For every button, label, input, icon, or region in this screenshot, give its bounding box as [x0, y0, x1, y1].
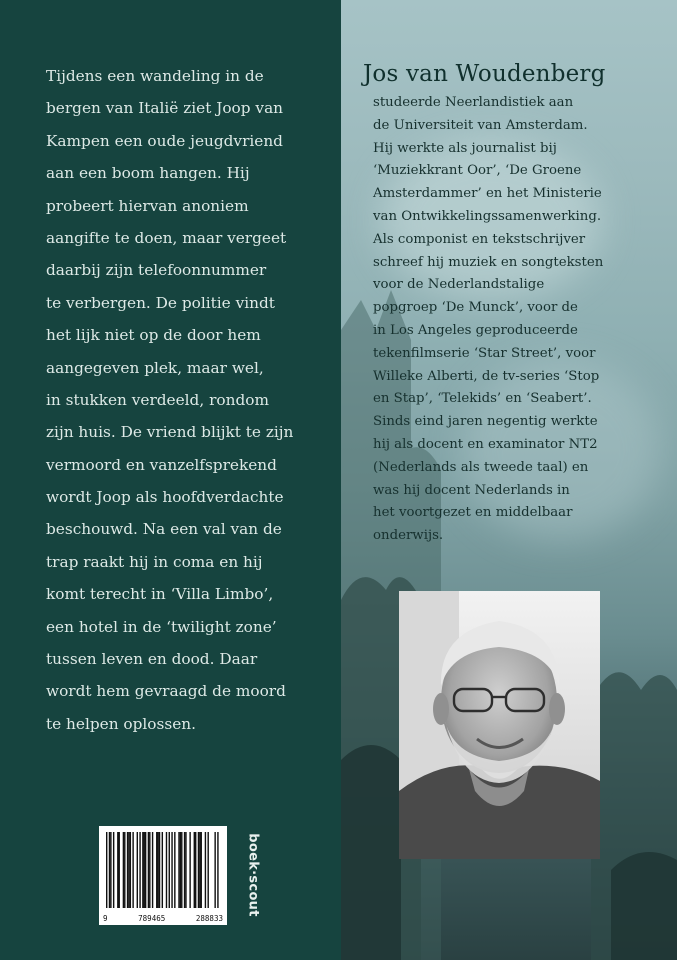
barcode-bar — [142, 832, 143, 908]
bio-line: was hij docent Nederlands in — [373, 482, 570, 498]
barcode-bar — [174, 832, 175, 908]
isbn-barcode — [99, 826, 227, 925]
bio-line: Willeke Alberti, de tv-series ‘Stop — [373, 368, 600, 384]
barcode-bar — [109, 832, 110, 908]
blurb-line: beschouwd. Na een val van de — [46, 520, 282, 539]
isbn-group-right: 288833 — [195, 914, 223, 923]
barcode-bar — [145, 832, 146, 908]
barcode-bar — [169, 832, 170, 908]
barcode-bar — [198, 832, 199, 908]
bio-line: het voortgezet en middelbaar — [373, 505, 573, 521]
isbn-prefix: 9 — [103, 914, 108, 923]
blurb-line: wordt Joop als hoofdverdachte — [46, 488, 284, 507]
bio-line: schreef hij muziek en songteksten — [373, 254, 604, 270]
barcode-bar — [149, 832, 150, 908]
barcode-bar — [110, 832, 111, 908]
bio-line: Sinds eind jaren negentig werkte — [373, 414, 598, 430]
barcode-bar — [159, 832, 160, 908]
blurb-line: te helpen oplossen. — [46, 714, 196, 733]
blurb-line: aan een boom hangen. Hij — [46, 164, 250, 183]
barcode-bar — [185, 832, 186, 908]
publisher-logo — [241, 826, 265, 924]
barcode-bar — [180, 832, 181, 908]
barcode-bar — [166, 832, 167, 908]
barcode-bar — [217, 832, 218, 908]
barcode-bar — [195, 832, 196, 908]
blurb-line: Tijdens een wandeling in de — [46, 67, 264, 85]
barcode-bar — [162, 832, 163, 908]
blurb-line: aangifte te doen, maar vergeet — [46, 228, 287, 247]
barcode-bar — [207, 832, 208, 908]
isbn-group-left: 789465 — [138, 914, 166, 923]
blurb-line: het lijk niet op de door hem — [46, 326, 261, 345]
barcode-bar — [132, 832, 133, 908]
barcode-bar — [128, 832, 129, 908]
barcode-bar — [117, 832, 118, 908]
barcode-bar — [130, 832, 131, 908]
blurb-line: probeert hiervan anoniem — [46, 196, 249, 215]
blurb-line: aangegeven plek, maar wel, — [46, 358, 264, 377]
isbn-number — [103, 914, 223, 923]
barcode-bar — [181, 832, 182, 908]
barcode-bar — [124, 832, 125, 908]
author-bio — [373, 92, 673, 548]
barcode-bar — [137, 832, 138, 908]
barcode-bar — [152, 832, 153, 908]
bio-line: Als componist en tekstschrijver — [373, 231, 586, 247]
blurb-line: vermoord en vanzelfsprekend — [46, 455, 277, 474]
author-photo — [399, 591, 600, 859]
barcode-bars — [106, 832, 220, 908]
barcode-bar — [184, 832, 185, 908]
author-name: Jos van Woudenberg — [363, 61, 606, 87]
blurb-line: te verbergen. De politie vindt — [46, 293, 275, 312]
blurb-line: in stukken verdeeld, rondom — [46, 390, 269, 409]
barcode-bar — [119, 832, 120, 908]
barcode-bar — [123, 832, 124, 908]
barcode-bar — [201, 832, 202, 908]
bio-line: en Stap’, ‘Telekids’ en ‘Seabert’. — [373, 391, 592, 407]
barcode-bar — [205, 832, 206, 908]
bio-line: Amsterdammer’ en het Ministerie — [373, 186, 602, 202]
bio-line: onderwijs. — [373, 528, 444, 544]
blurb-line: komt terecht in ‘Villa Limbo’, — [46, 585, 274, 604]
barcode-bar — [106, 832, 107, 908]
bio-line: hij als docent en examinator NT2 — [373, 436, 598, 452]
blurb-line: tussen leven en dood. Daar — [46, 650, 258, 669]
bio-line: voor de Nederlandstalige — [373, 277, 545, 293]
barcode-bar — [194, 832, 195, 908]
blurb-line: bergen van Italië ziet Joop van — [46, 99, 284, 118]
barcode-bar — [171, 832, 172, 908]
barcode-bar — [139, 832, 140, 908]
barcode-bar — [127, 832, 128, 908]
bio-line: ‘Muziekkrant Oor’, ‘De Groene — [373, 163, 582, 179]
barcode-bar — [178, 832, 179, 908]
blurb-line: wordt hem gevraagd de moord — [46, 682, 286, 701]
barcode-bar — [144, 832, 145, 908]
blurb-line: Kampen een oude jeugdvriend — [46, 131, 283, 150]
barcode-bar — [214, 832, 215, 908]
barcode-bar — [199, 832, 200, 908]
blurb-line: daarbij zijn telefoonnummer — [46, 261, 267, 280]
bio-line: de Universiteit van Amsterdam. — [373, 117, 588, 133]
bio-line: (Nederlands als tweede taal) en — [373, 459, 589, 475]
barcode-bar — [157, 832, 158, 908]
bio-line: Hij werkte als journalist bij — [373, 140, 557, 156]
bio-line: popgroep ‘De Munck’, voor de — [373, 300, 578, 316]
barcode-bar — [148, 832, 149, 908]
blurb-line: zijn huis. De vriend blijkt te zijn — [46, 423, 294, 442]
bio-line: van Ontwikkelingssamenwerking. — [373, 208, 602, 224]
barcode-bar — [113, 832, 114, 908]
blurb-line: een hotel in de ‘twilight zone’ — [46, 617, 277, 636]
barcode-bar — [156, 832, 157, 908]
publisher-logo-text: boek·scout — [245, 833, 261, 917]
barcode-bar — [189, 832, 190, 908]
bio-line: in Los Angeles geproduceerde — [373, 322, 578, 338]
bio-line: tekenfilmserie ‘Star Street’, voor — [373, 345, 596, 361]
bio-line: studeerde Neerlandistiek aan — [373, 95, 574, 110]
blurb-line: trap raakt hij in coma en hij — [46, 552, 263, 571]
book-blurb — [46, 60, 336, 740]
